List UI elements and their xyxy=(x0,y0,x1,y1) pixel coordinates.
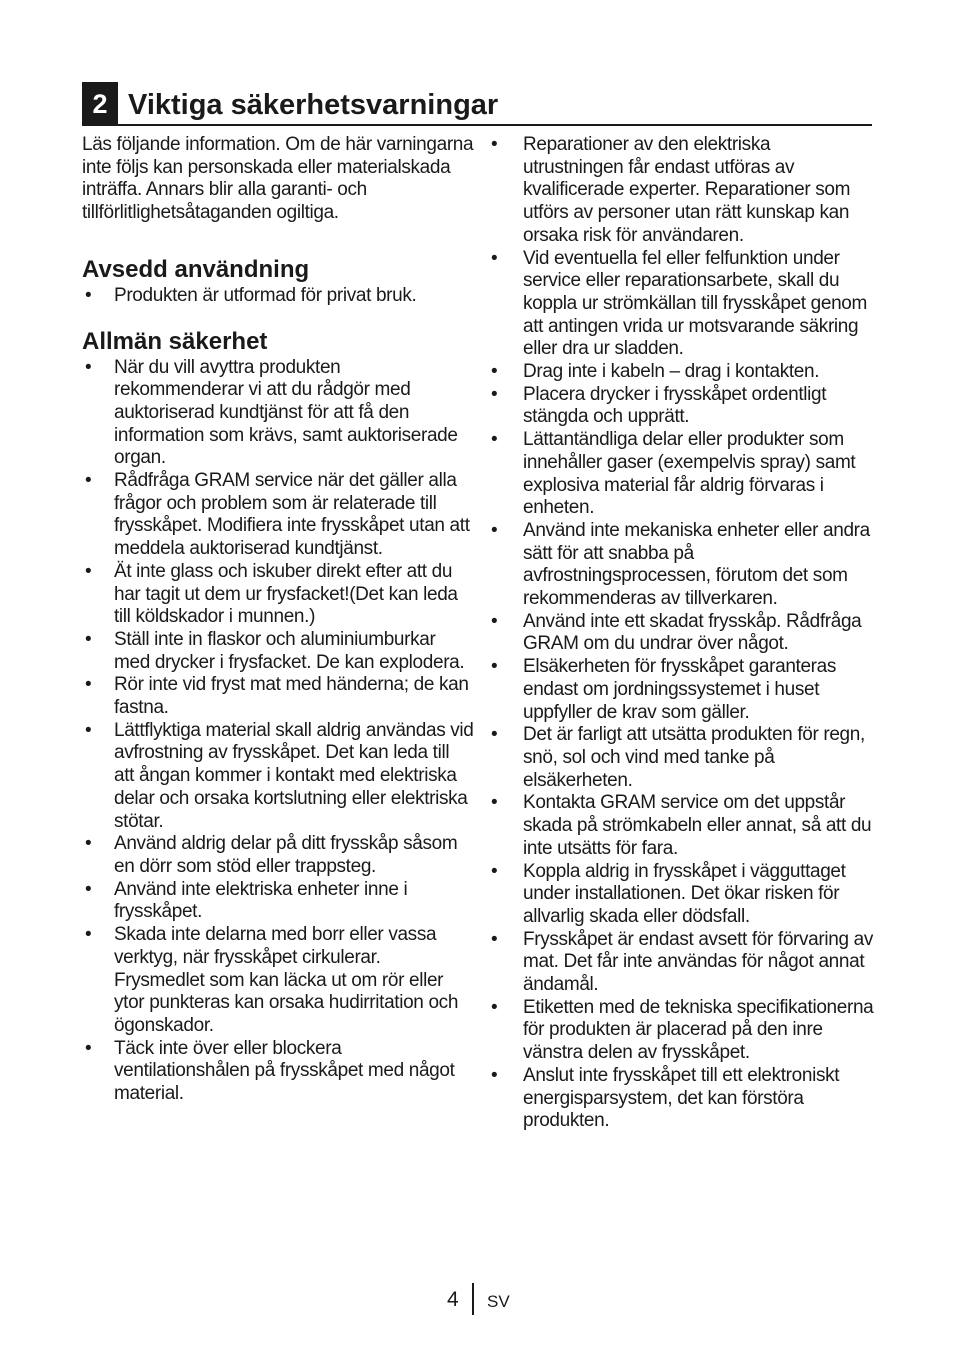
bullet-icon: • xyxy=(85,1037,92,1059)
general-safety-list-left xyxy=(82,357,474,1106)
list-item xyxy=(82,674,474,719)
list-item xyxy=(490,792,875,860)
list-item-text: Etiketten med de tekniska specifikationerna för produkten är placerad på den inre vänstra delen av frysskåpet. xyxy=(523,996,874,1064)
bullet-icon: • xyxy=(491,1064,498,1086)
list-item-text: Kontakta GRAM service om det uppstår skada på strömkabeln eller annat, så att du inte utsätts för fara. xyxy=(523,792,872,859)
right-column xyxy=(490,134,875,1133)
heading-intended-use: Avsedd användning xyxy=(82,255,310,283)
list-item-text: Lättflyktiga material skall aldrig användas vid avfrostning av frysskåpet. Det kan leda till att ångan kommer i kontakt med elektriska delar och orsaka kortslutning eller elektriska stötar. xyxy=(114,719,474,832)
list-item xyxy=(490,248,875,362)
list-item xyxy=(82,357,474,471)
list-item-text: Reparationer av den elektriska utrustningen får endast utföras av kvalificerade experter. Reparationer som utförs av personer utan rätt kunskap kan orsaka risk för användaren. xyxy=(523,134,851,246)
list-item xyxy=(82,879,474,924)
list-item xyxy=(490,134,875,248)
list-item xyxy=(82,833,474,878)
language-code: SV xyxy=(487,1292,510,1311)
bullet-icon: • xyxy=(491,724,498,746)
bullet-icon: • xyxy=(491,247,498,269)
bullet-icon: • xyxy=(85,719,92,741)
bullet-icon: • xyxy=(491,928,498,950)
bullet-icon: • xyxy=(85,284,92,306)
bullet-icon: • xyxy=(491,656,498,678)
list-item xyxy=(82,470,474,561)
list-item xyxy=(490,384,875,429)
bullet-icon: • xyxy=(85,628,92,650)
section-number-badge: 2 xyxy=(82,82,118,124)
list-item xyxy=(82,1038,474,1106)
list-item-text: Produkten är utformad för privat bruk. xyxy=(114,284,417,306)
intended-use-list xyxy=(82,285,474,308)
list-item xyxy=(82,924,474,1038)
bullet-icon: • xyxy=(85,833,92,855)
list-item xyxy=(490,520,875,611)
list-item-text: Rör inte vid fryst mat med händerna; de kan fastna. xyxy=(114,674,469,719)
bullet-icon: • xyxy=(491,996,498,1018)
bullet-icon: • xyxy=(491,792,498,814)
bullet-icon: • xyxy=(85,878,92,900)
list-item xyxy=(82,629,474,674)
list-item xyxy=(490,656,875,724)
bullet-icon: • xyxy=(491,383,498,405)
list-item xyxy=(490,361,875,384)
list-item xyxy=(490,724,875,792)
list-item xyxy=(82,285,474,308)
bullet-icon: • xyxy=(85,924,92,946)
list-item-text: Lättantändliga delar eller produkter som innehåller gaser (exempelvis spray) samt explosiva material får aldrig förvaras i enheten. xyxy=(523,429,856,519)
list-item-text: När du vill avyttra produkten rekommenderar vi att du rådgör med auktoriserad kundtjänst för att få den information som krävs, samt auktoriserade organ. xyxy=(114,356,458,469)
bullet-icon: • xyxy=(85,560,92,582)
list-item-text: Rådfråga GRAM service när det gäller alla frågor och problem som är relaterade till frysskåpet. Modifiera inte frysskåpet utan att meddela auktoriserad kundtjänst. xyxy=(114,470,470,560)
general-safety-list-right xyxy=(490,134,875,1133)
bullet-icon: • xyxy=(491,361,498,383)
list-item-text: Vid eventuella fel eller felfunktion under service eller reparationsarbete, skall du koppla ur strömkällan till frysskåpet genom att antingen vrida ur motsvarande säkring eller dra ur sladden. xyxy=(523,247,867,360)
list-item xyxy=(490,1065,875,1133)
page-number: 4 xyxy=(447,1288,459,1311)
list-item-text: Använd aldrig delar på ditt frysskåp såsom en dörr som stöd eller trappsteg. xyxy=(114,833,458,877)
list-item-text: Ställ inte in flaskor och aluminiumburkar med drycker i frysfacket. De kan explodera. xyxy=(114,628,465,673)
list-item xyxy=(82,720,474,834)
list-item xyxy=(490,861,875,929)
list-item-text: Använd inte mekaniska enheter eller andra sätt för att snabba på avfrostningsprocessen, förutom det som rekommenderas av tillverkaren. xyxy=(523,519,870,610)
list-item xyxy=(82,561,474,629)
bullet-icon: • xyxy=(491,429,498,451)
bullet-icon: • xyxy=(491,610,498,632)
section-header xyxy=(82,82,872,126)
list-item-text: Placera drycker i frysskåpet ordentligt stängda och upprätt. xyxy=(523,383,827,428)
heading-general-safety: Allmän säkerhet xyxy=(82,327,268,355)
bullet-icon: • xyxy=(85,674,92,696)
intro-paragraph: Läs följande information. Om de här varningarna inte följs kan personskada eller materialskada inträffa. Annars blir alla garanti- och tillförlitlighetsåtaganden ogiltiga. xyxy=(82,134,474,224)
page-title: Viktiga säkerhetsvarningar xyxy=(128,89,499,121)
footer-divider xyxy=(472,1283,474,1315)
list-item-text: Använd inte elektriska enheter inne i frysskåpet. xyxy=(114,878,408,923)
list-item xyxy=(490,611,875,656)
list-item-text: Anslut inte frysskåpet till ett elektroniskt energisparsystem, det kan förstöra produkten. xyxy=(523,1064,840,1132)
bullet-icon: • xyxy=(85,470,92,492)
bullet-icon: • xyxy=(85,356,92,378)
list-item-text: Det är farligt att utsätta produkten för regn, snö, sol och vind med tanke på elsäkerheten. xyxy=(523,724,865,791)
bullet-icon: • xyxy=(491,519,498,541)
list-item-text: Skada inte delarna med borr eller vassa verktyg, när frysskåpet cirkulerar. Frysmedlet som kan läcka ut om rör eller ytor punkteras kan orsaka hudirritation och ögonskador. xyxy=(114,924,459,1036)
left-column xyxy=(82,134,474,1106)
list-item-text: Ät inte glass och iskuber direkt efter att du har tagit ut dem ur frysfacket!(Det kan leda till köldskador i munnen.) xyxy=(114,560,458,628)
bullet-icon: • xyxy=(491,134,498,155)
list-item xyxy=(490,429,875,520)
list-item-text: Frysskåpet är endast avsett för förvaring av mat. Det får inte användas för något annat ändamål. xyxy=(523,928,873,996)
bullet-icon: • xyxy=(491,860,498,882)
list-item-text: Använd inte ett skadat frysskåp. Rådfråga GRAM om du undrar över något. xyxy=(523,610,862,655)
list-item-text: Drag inte i kabeln – drag i kontakten. xyxy=(523,361,820,383)
list-item xyxy=(490,997,875,1065)
list-item-text: Täck inte över eller blockera ventilationshålen på frysskåpet med något material. xyxy=(114,1037,455,1105)
list-item xyxy=(490,929,875,997)
list-item-text: Elsäkerheten för frysskåpet garanteras endast om jordningssystemet i huset uppfyller de krav som gäller. xyxy=(523,656,837,723)
list-item-text: Koppla aldrig in frysskåpet i vägguttaget under installationen. Det ökar risken för allvarlig skada eller dödsfall. xyxy=(523,860,846,927)
